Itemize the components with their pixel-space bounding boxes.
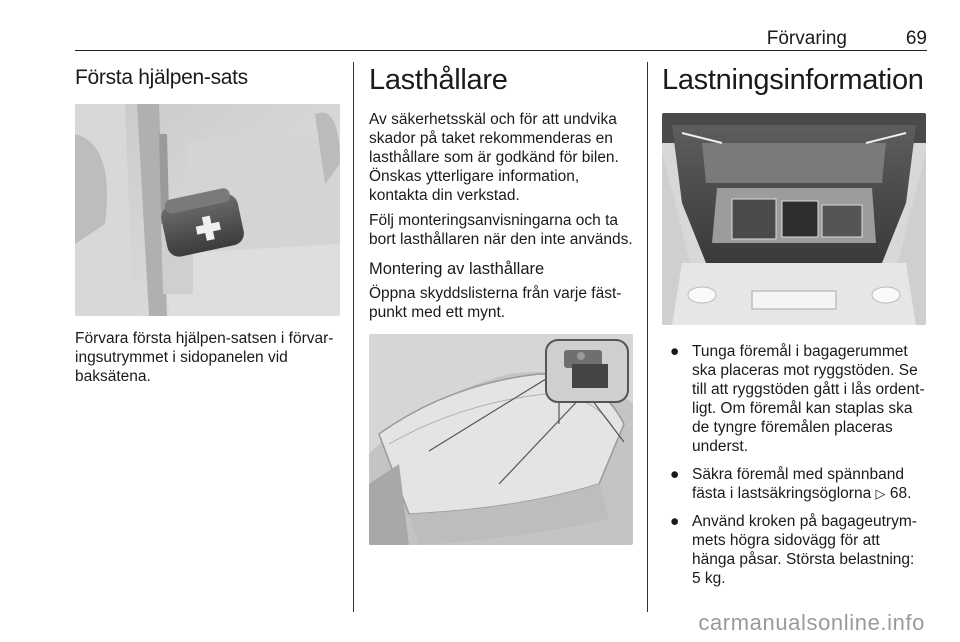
column-divider [647, 62, 648, 612]
list-item [662, 342, 927, 456]
column-first-aid [75, 60, 340, 386]
bullet-icon: ● [670, 513, 680, 530]
page-reference-link[interactable]: 68. [889, 485, 912, 502]
list-item-text: Säkra föremål med spännband fästa i lastsäkringsöglorna [692, 466, 904, 502]
list-item-text: Tunga föremål i bagagerummet ska placeras mot ryggstöden. Se till att ryggstöden gått i lås ordentligt. Om föremål kan staplas ska de tyngre föremålen placeras underst. [692, 343, 925, 455]
roof-rack-paragraph-1: Av säkerhetsskäl och för att undvika skador på taket rekommenderas en lasthållare som är godkänd för bilen. Önskas ytterligare information, kontakta din verkstad. [369, 111, 619, 204]
loading-info-heading: Lastningsinformation [662, 64, 924, 96]
column-roof-rack [369, 60, 633, 545]
page-header [75, 26, 927, 51]
list-item [662, 465, 927, 503]
page-reference-arrow-icon[interactable]: ▷ [875, 486, 886, 501]
watermark: carmanualsonline.info [698, 610, 925, 635]
page-number: 69 [905, 28, 927, 49]
column-divider [353, 62, 354, 612]
roof-rack-subheading: Montering av lasthållare [369, 260, 545, 278]
roof-rack-paragraph-2: Följ monteringsanvisningarna och ta bort lasthållaren när den inte används. [369, 212, 633, 248]
bullet-icon: ● [670, 466, 680, 483]
first-aid-caption: Förvara första hjälpen-satsen i förvaringsutrymmet i sidopanelen vid baksätena. [75, 330, 334, 385]
list-item [662, 512, 927, 588]
column-loading-info [662, 60, 927, 597]
roof-rack-heading: Lasthållare [369, 64, 508, 96]
loading-info-list [662, 342, 927, 588]
bullet-icon: ● [670, 343, 680, 360]
first-aid-heading: Första hjälpen-sats [75, 66, 248, 89]
list-item-text: Använd kroken på bagageutrymmets högra sidovägg för att hänga påsar. Största belastning: 5 kg. [692, 513, 917, 587]
section-title: Förvaring [766, 28, 847, 49]
luggage-compartment-image [662, 113, 926, 325]
roof-rack-paragraph-3: Öppna skyddslisterna från varje fästpunkt med ett mynt. [369, 285, 622, 321]
roof-rack-mounting-image [369, 334, 633, 545]
first-aid-kit-image [75, 104, 340, 316]
